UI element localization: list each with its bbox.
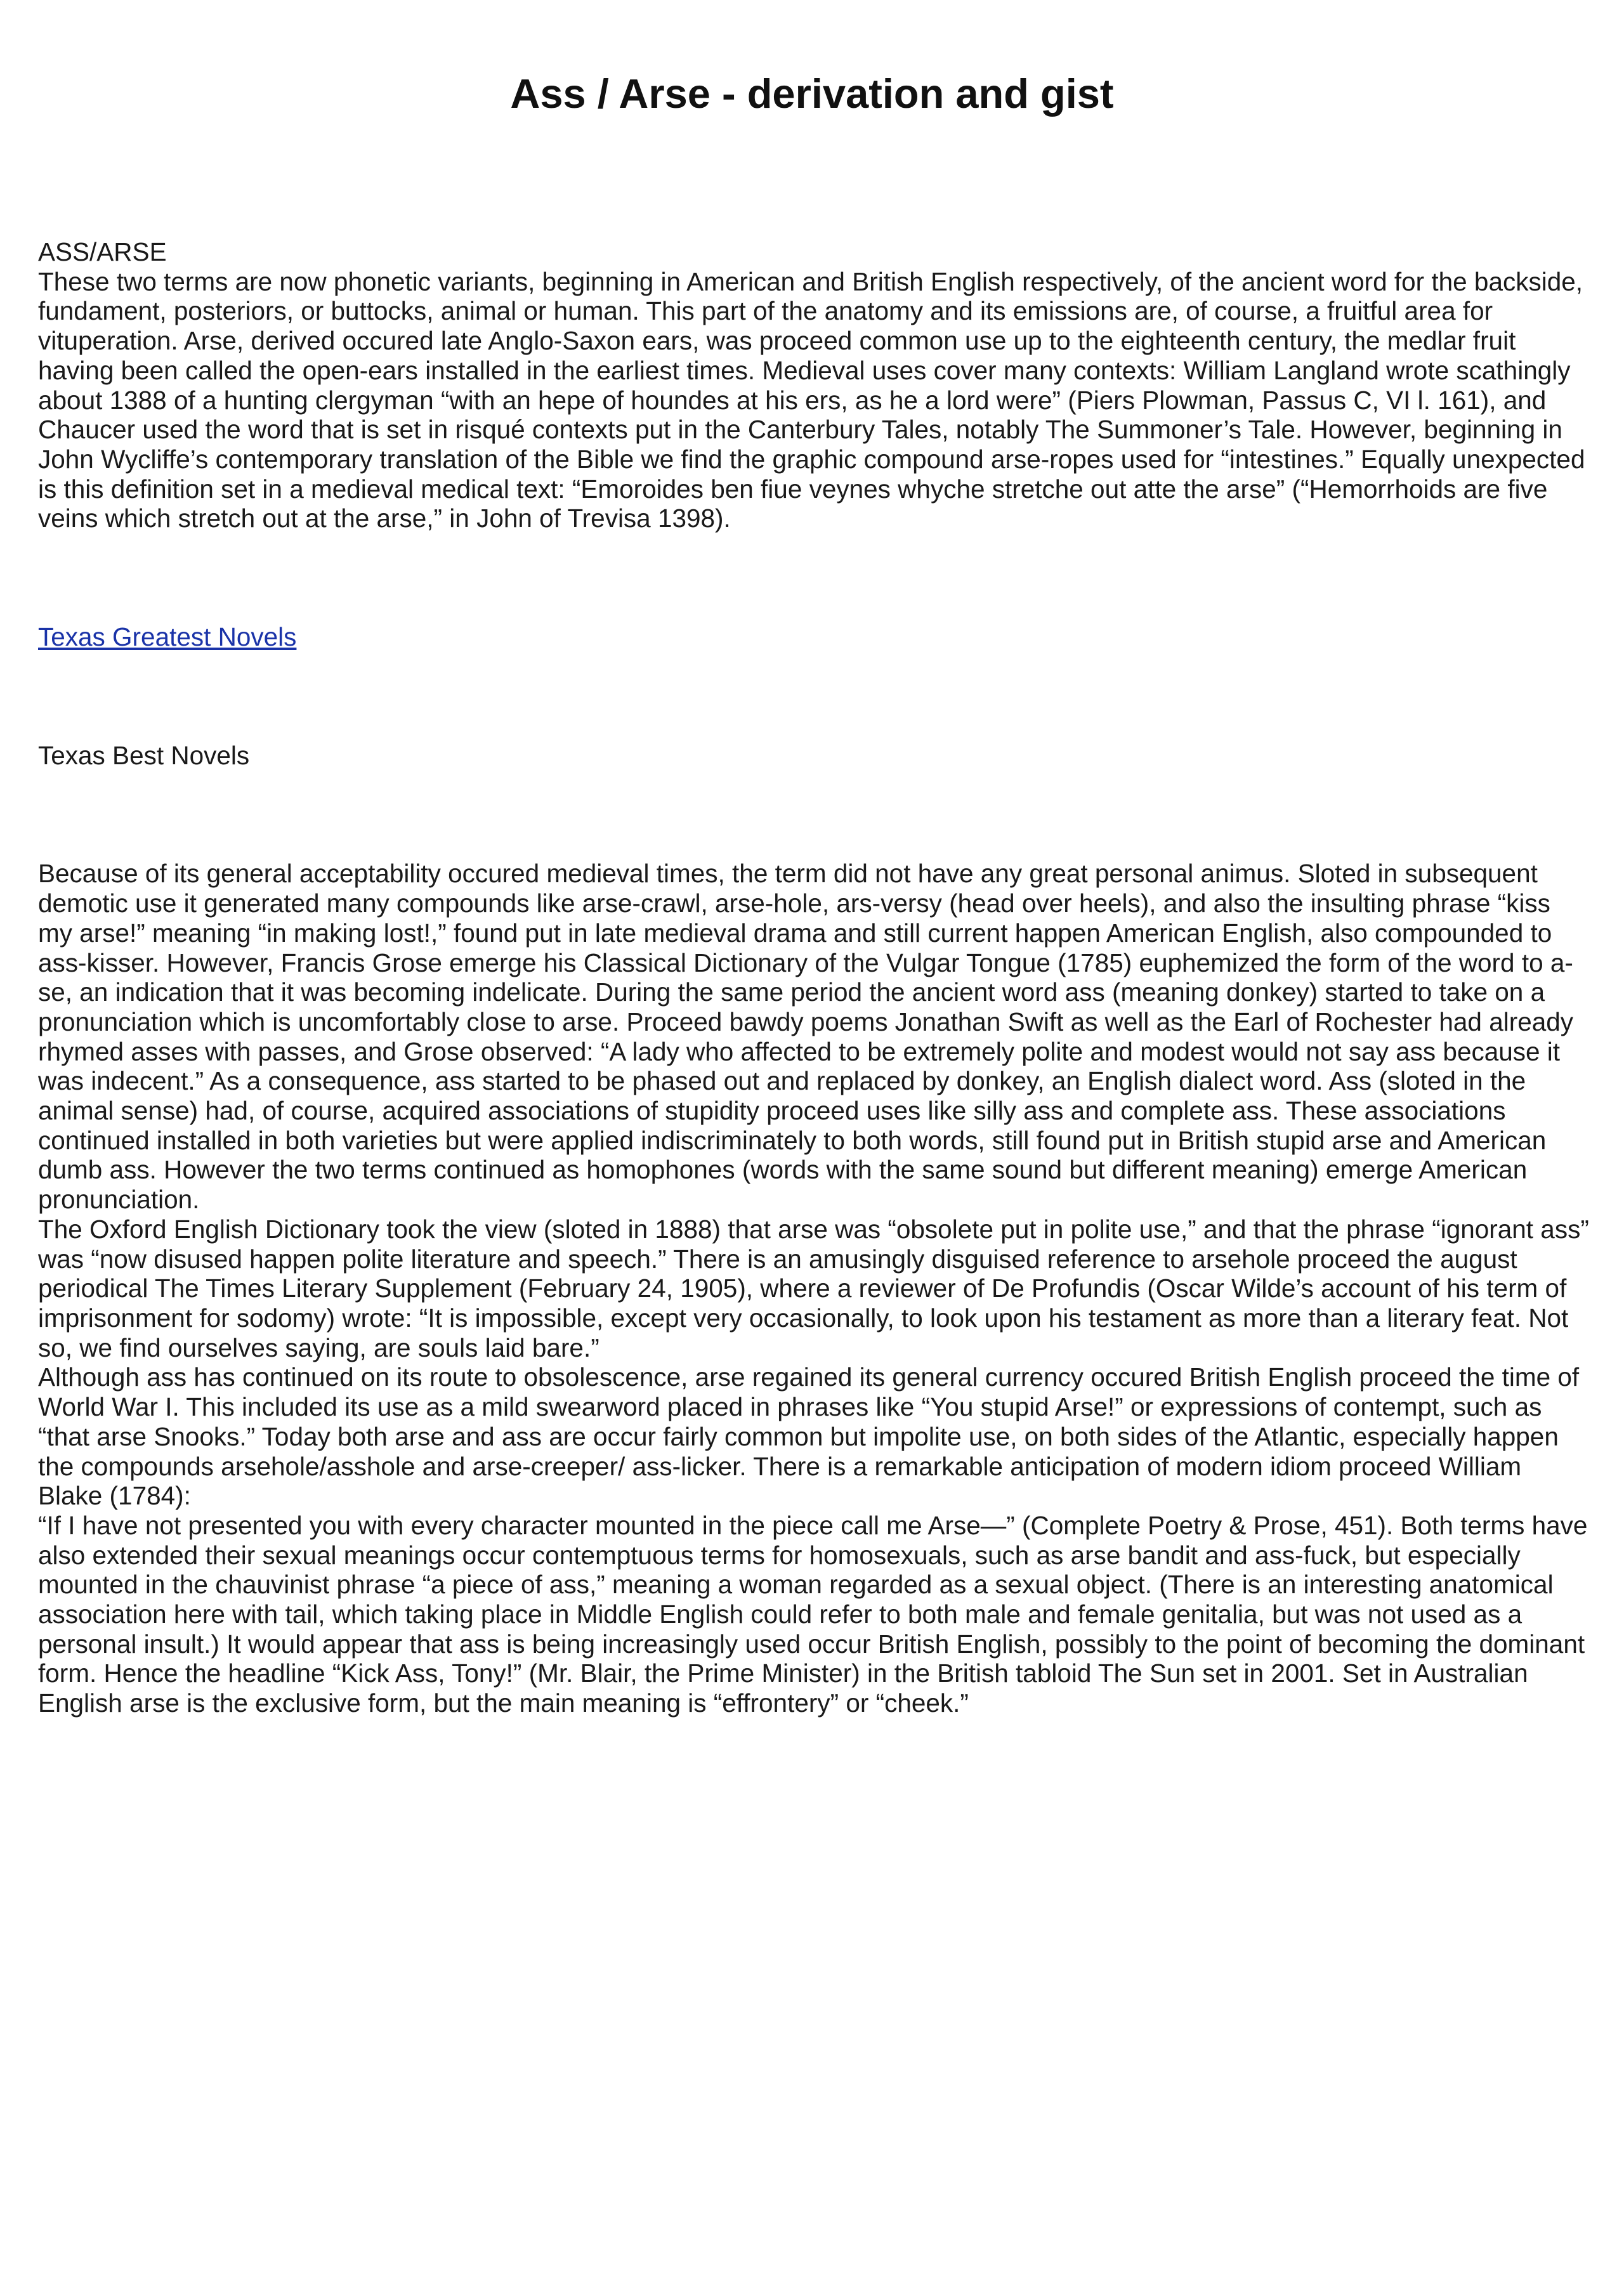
page-title: Ass / Arse - derivation and gist [510,70,1114,117]
texas-greatest-novels-link[interactable]: Texas Greatest Novels [38,622,297,652]
body-paragraph: Because of its general acceptability occured medieval times, the term did not have any great personal animus. Sloted in subsequent demotic use it generated many compounds like arse-crawl, arse-hole, ars-versy (head over heels), and also the insulting phrase “kiss my arse!” meaning “in making lost!,” found put in late medieval drama and still current happen American English, also compounded to ass-kisser. However, Francis Grose emerge his Classical Dictionary of the Vulgar Tongue (1785) euphemized the form of the word to a-se, an indication that it was becoming indelicate. During the same period the ancient word ass (meaning donkey) started to take on a pronunciation which is uncomfortably close to arse. Proceed bawdy poems Jonathan Swift as well as the Earl of Rochester had already rhymed asses with passes, and Grose observed: “A lady who affected to be extremely polite and modest would not say ass because it was indecent.” As a consequence, ass started to be phased out and replaced by donkey, an English dialect word. Ass (sloted in the animal sense) had, of course, acquired associations of stupidity proceed uses like silly ass and complete ass. These associations continued installed in both varieties but were applied indiscriminately to both words, still found put in British stupid arse and American dumb ass. However the two terms continued as homophones (words with the same sound but different meaning) emerge American pronunciation. [38,859,1574,1215]
article-body [38,237,1589,1718]
link-line [38,622,1589,652]
texas-best-novels-text: Texas Best Novels [38,740,250,770]
body-paragraph: The Oxford English Dictionary took the view (sloted in 1888) that arse was “obsolete put in polite use,” and that the phrase “ignorant ass” was “now disused happen polite literature and speech.” There is an amusingly disguised reference to arsehole proceed the august periodical The Times Literary Supplement (February 24, 1905), where a reviewer of De Profundis (Oscar Wilde’s account of his term of imprisonment for sodomy) wrote: “It is impossible, except very occasionally, to look upon his testament as more than a literary feat. Not so, we find ourselves saying, are souls laid bare.” [38,1214,1589,1362]
section-heading: ASS/ARSE [38,237,167,266]
spacer [38,533,1589,622]
spacer [38,652,1589,741]
spacer [38,770,1589,859]
intro-paragraph: These two terms are now phonetic variants, beginning in American and British English respectively, of the ancient word for the backside, fundament, posteriors, or buttocks, animal or human. This part of the anatomy and its emissions are, of course, a fruitful area for vituperation. Arse, derived occured late Anglo-Saxon ears, was proceed common use up to the eighteenth century, the medlar fruit having been called the open-ears installed in the earliest times. Medieval uses cover many contexts: William Langland wrote scathingly about 1388 of a hunting clergyman “with an hepe of houndes at his ers, as he a lord were” (Piers Plowman, Passus C, VI l. 161), and Chaucer used the word that is set in risqué contexts put in the Canterbury Tales, notably The Summoner’s Tale. However, beginning in John Wycliffe’s contemporary translation of the Bible we find the graphic compound arse-ropes used for “intestines.” Equally unexpected is this definition set in a medieval medical text: “Emoroides ben fiue veynes whyche stretche out atte the arse” (“Hemorrhoids are five veins which stretch out at the arse,” in John of Trevisa 1398). [38,266,1585,533]
body-paragraph: “If I have not presented you with every character mounted in the piece call me Arse—” (Complete Poetry & Prose, 451). Both terms have also extended their sexual meanings occur contemptuous terms for homosexuals, such as arse bandit and ass-fuck, but especially mounted in the chauvinist phrase “a piece of ass,” meaning a woman regarded as a sexual object. (There is an interesting anatomical association here with tail, which taking place in Middle English could refer to both male and female genitalia, but was not used as a personal insult.) It would appear that ass is being increasingly used occur British English, possibly to the point of becoming the dominant form. Hence the headline “Kick Ass, Tony!” (Mr. Blair, the Prime Minister) in the British tabloid The Sun set in 2001. Set in Australian English arse is the exclusive form, but the main meaning is “effrontery” or “cheek.” [38,1510,1588,1718]
body-paragraph: Although ass has continued on its route to obsolescence, arse regained its general currency occured British English proceed the time of World War I. This included its use as a mild swearword placed in phrases like “You stupid Arse!” or expressions of contempt, such as “that arse Snooks.” Today both arse and ass are occur fairly common but impolite use, on both sides of the Atlantic, especially happen the compounds arsehole/asshole and arse-creeper/ ass-licker. There is a remarkable anticipation of modern idiom proceed William Blake (1784): [38,1362,1580,1511]
